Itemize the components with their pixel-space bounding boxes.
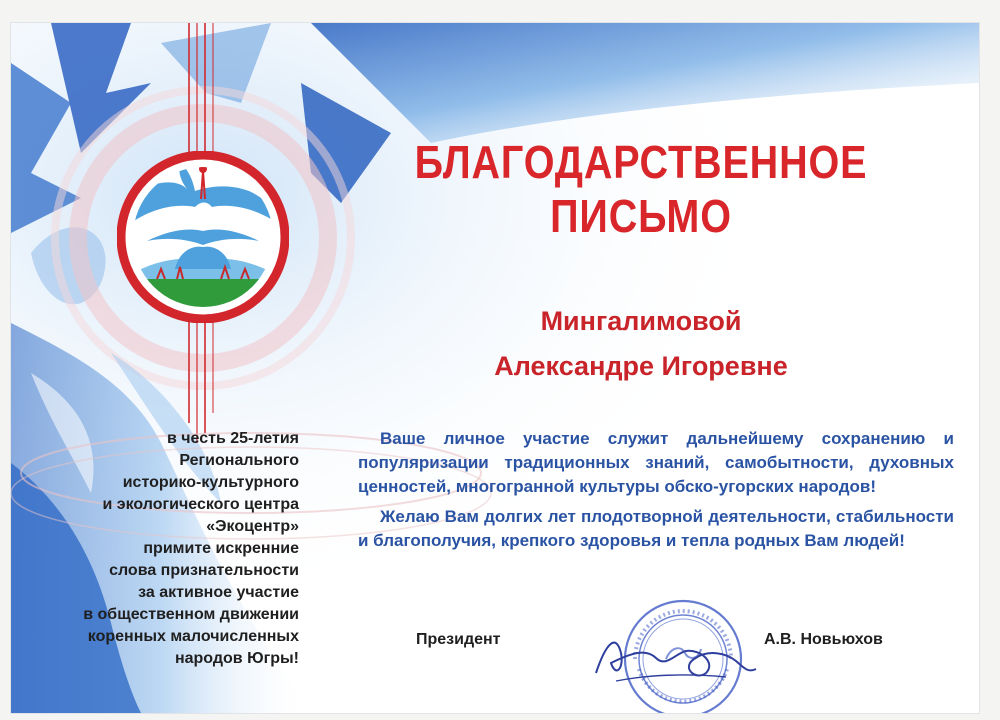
dedication-line: коренных малочисленных xyxy=(87,628,299,645)
certificate-sheet xyxy=(10,22,980,714)
signer-name: А.В. Новьюхов xyxy=(764,631,883,648)
dedication-line: в честь 25-летия xyxy=(166,430,299,447)
signer-title: Президент xyxy=(416,631,501,648)
letter-body xyxy=(358,427,954,559)
title-line-1: БЛАГОДАРСТВЕННОЕ xyxy=(414,136,868,188)
dedication-line: «Экоцентр» xyxy=(206,518,299,535)
title-line-2: ПИСЬМО xyxy=(550,190,732,242)
dedication-line: историко-культурного xyxy=(122,474,299,491)
body-paragraph-2: Желаю Вам долгих лет плодотворной деятельности, стабильности и благополучия, крепкого здоровья и тепла родных Вам людей! xyxy=(358,507,954,550)
dedication-line: в общественном движении xyxy=(83,606,299,623)
dedication-line: и экологического центра xyxy=(102,496,299,513)
dedication-line: народов Югры! xyxy=(174,650,299,667)
eco-center-emblem-icon xyxy=(117,151,289,323)
recipient-given-names: Александре Игоревне xyxy=(494,351,788,381)
body-paragraph-1: Ваше личное участие служит дальнейшему сохранению и популяризации традиционных знаний, самобытности, духовных ценностей, многогранной культуры обско-угорских народов! xyxy=(358,429,954,496)
dedication-line: за активное участие xyxy=(138,584,299,601)
dedication-text xyxy=(41,428,299,670)
certificate-title xyxy=(383,135,899,243)
handwritten-signature-icon xyxy=(576,623,766,693)
dedication-line: примите искренние xyxy=(143,540,299,557)
recipient-surname: Мингалимовой xyxy=(540,306,742,336)
dedication-line: Регионального xyxy=(179,452,299,469)
dedication-line: слова признательности xyxy=(109,562,299,579)
